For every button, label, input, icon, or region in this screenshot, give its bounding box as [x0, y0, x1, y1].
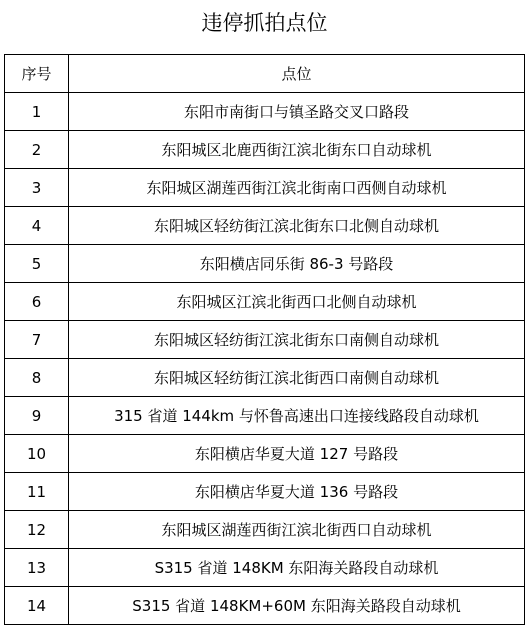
table-row	[5, 549, 525, 587]
row-location: 东阳横店同乐街 86-3 号路段	[69, 245, 525, 283]
table-row	[5, 397, 525, 435]
row-location: 东阳城区轻纺街江滨北街东口南侧自动球机	[69, 321, 525, 359]
row-location: 东阳城区湖莲西街江滨北街西口自动球机	[69, 511, 525, 549]
row-location: 东阳城区湖莲西街江滨北街南口西侧自动球机	[69, 169, 525, 207]
row-location: 315 省道 144km 与怀鲁高速出口连接线路段自动球机	[69, 397, 525, 435]
row-location: 东阳城区江滨北街西口北侧自动球机	[69, 283, 525, 321]
table-row	[5, 587, 525, 625]
table-row	[5, 359, 525, 397]
table-row	[5, 473, 525, 511]
table-row	[5, 511, 525, 549]
row-serial-number: 14	[5, 587, 69, 625]
row-location: 东阳城区轻纺街江滨北街西口南侧自动球机	[69, 359, 525, 397]
table-header-row	[5, 55, 525, 93]
header-serial-number: 序号	[5, 55, 69, 93]
row-location: 东阳市南街口与镇圣路交叉口路段	[69, 93, 525, 131]
table-row	[5, 93, 525, 131]
row-serial-number: 13	[5, 549, 69, 587]
row-location: 东阳横店华夏大道 136 号路段	[69, 473, 525, 511]
row-serial-number: 8	[5, 359, 69, 397]
row-serial-number: 3	[5, 169, 69, 207]
row-serial-number: 7	[5, 321, 69, 359]
row-serial-number: 5	[5, 245, 69, 283]
row-serial-number: 10	[5, 435, 69, 473]
row-serial-number: 11	[5, 473, 69, 511]
row-location: 东阳城区北鹿西街江滨北街东口自动球机	[69, 131, 525, 169]
row-serial-number: 6	[5, 283, 69, 321]
table-row	[5, 169, 525, 207]
row-serial-number: 9	[5, 397, 69, 435]
table-row	[5, 435, 525, 473]
row-serial-number: 12	[5, 511, 69, 549]
header-location: 点位	[69, 55, 525, 93]
table-row	[5, 207, 525, 245]
row-serial-number: 1	[5, 93, 69, 131]
row-serial-number: 4	[5, 207, 69, 245]
row-location: S315 省道 148KM 东阳海关路段自动球机	[69, 549, 525, 587]
row-location: S315 省道 148KM+60M 东阳海关路段自动球机	[69, 587, 525, 625]
row-serial-number: 2	[5, 131, 69, 169]
page-title: 违停抓拍点位	[201, 11, 328, 35]
table-row	[5, 131, 525, 169]
table-row	[5, 321, 525, 359]
table-row	[5, 283, 525, 321]
row-location: 东阳横店华夏大道 127 号路段	[69, 435, 525, 473]
table-row	[5, 245, 525, 283]
row-location: 东阳城区轻纺街江滨北街东口北侧自动球机	[69, 207, 525, 245]
locations-table	[4, 54, 525, 625]
